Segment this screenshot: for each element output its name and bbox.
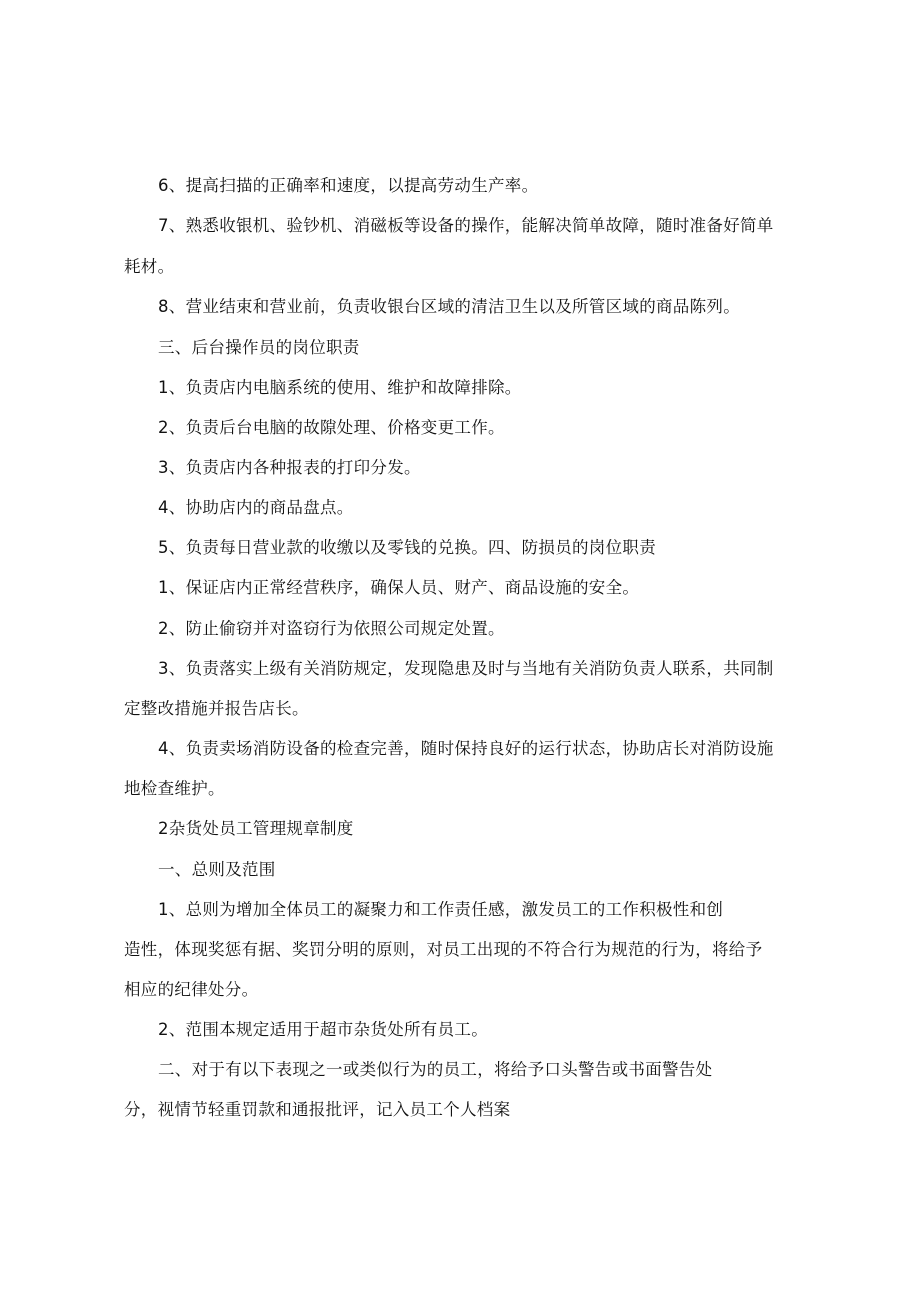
text-line: 造性，体现奖惩有据、奖罚分明的原则，对员工出现的不符合行为规范的行为，将给予 [124, 940, 763, 959]
text-line: 2、负责后台电脑的故隙处理、价格变更工作。 [158, 418, 505, 437]
text-line: 地检查维护。 [124, 779, 225, 798]
text-line: 相应的纪律处分。 [124, 980, 259, 999]
text-line: 1、负责店内电脑系统的使用、维护和故障排除。 [158, 378, 522, 397]
text-line: 分，视情节轻重罚款和通报批评，记入员工个人档案 [124, 1100, 511, 1119]
text-line: 2、范围本规定适用于超市杂货处所有员工。 [158, 1020, 488, 1039]
text-line: 定整改措施并报告店长。 [124, 699, 309, 718]
text-line: 4、协助店内的商品盘点。 [158, 498, 354, 517]
text-line: 3、负责落实上级有关消防规定，发现隐患及时与当地有关消防负责人联系，共同制 [158, 659, 774, 678]
text-line: 耗材。 [124, 257, 175, 276]
text-line: 1、总则为增加全体员工的凝聚力和工作责任感，激发员工的工作积极性和创 [158, 900, 724, 919]
text-line: 7、熟悉收银机、验钞机、消磁板等设备的操作，能解决简单故障，随时准备好简单 [158, 216, 774, 235]
text-line: 4、负责卖场消防设备的检查完善，随时保持良好的运行状态，协助店长对消防设施 [158, 739, 774, 758]
section-heading: 2杂货处员工管理规章制度 [158, 819, 354, 838]
text-line: 1、保证店内正常经营秩序，确保人员、财产、商品设施的安全。 [158, 578, 640, 597]
text-line: 8、营业结束和营业前，负责收银台区域的清洁卫生以及所管区域的商品陈列。 [158, 297, 740, 316]
text-line: 3、负责店内各种报表的打印分发。 [158, 458, 421, 477]
text-line: 5、负责每日营业款的收缴以及零钱的兑换。四、防损员的岗位职责 [158, 538, 656, 557]
text-line: 2、防止偷窃并对盗窃行为依照公司规定处置。 [158, 619, 505, 638]
section-heading: 三、后台操作员的岗位职责 [158, 338, 360, 357]
section-heading: 一、总则及范围 [158, 860, 276, 879]
text-line: 二、对于有以下表现之一或类似行为的员工，将给予口头警告或书面警告处 [158, 1060, 713, 1079]
text-line: 6、提高扫描的正确率和速度，以提高劳动生产率。 [158, 176, 539, 195]
